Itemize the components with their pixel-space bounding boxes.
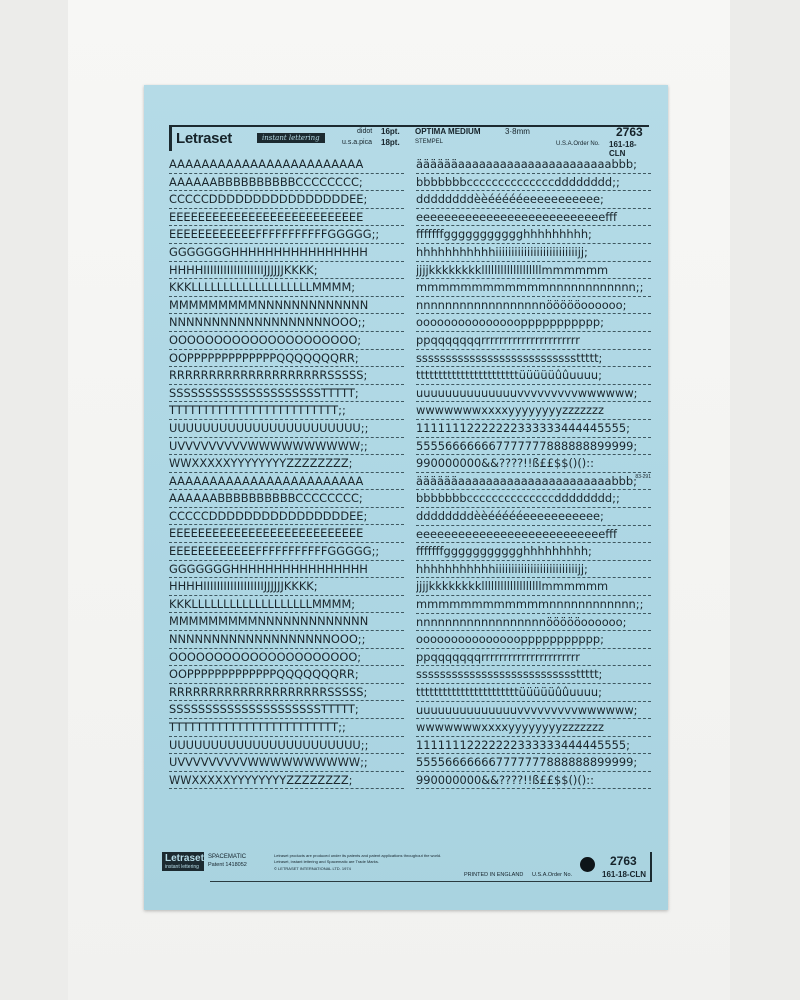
- footer-order-label: U.S.A.Order No.: [532, 872, 573, 878]
- character-row: UUUUUUUUUUUUUUUUUUUUUUU;;: [169, 420, 404, 438]
- character-row: nnnnnnnnnnnnnnnnnnöööööoooooo;: [416, 297, 651, 315]
- spacematic-label: SPACEMATIC: [208, 854, 247, 860]
- header-bar: [169, 127, 172, 151]
- footer-brand: Letraset: [165, 853, 204, 864]
- sheet-footer: [162, 852, 654, 890]
- copyright: © LETRASET INTERNATIONAL LTD. 1974: [274, 866, 351, 871]
- printed-label: PRINTED IN ENGLAND: [464, 872, 524, 878]
- footer-bar: [650, 852, 652, 882]
- character-row: 11111112222222333333444445555;: [416, 420, 651, 438]
- character-row: 11111112222222333333444445555;: [416, 737, 651, 755]
- designer: STEMPEL: [415, 139, 444, 145]
- character-row: RRRRRRRRRRRRRRRRRRRRSSSSS;: [169, 684, 404, 702]
- right-column: [416, 156, 651, 787]
- character-row: CCCCCDDDDDDDDDDDDDDDDEE;: [169, 191, 404, 209]
- character-row: SSSSSSSSSSSSSSSSSSSSSTTTTT;: [169, 385, 404, 403]
- character-row: 555566666667777777888888899999;: [416, 438, 651, 456]
- character-row: nnnnnnnnnnnnnnnnnnöööööoooooo;: [416, 614, 651, 632]
- didot-size: 16pt.: [381, 127, 400, 136]
- character-row: bbbbbbbccccccccccccccdddddddd;;: [416, 174, 651, 192]
- character-row: bbbbbbbccccccccccccccdddddddd;;: [416, 490, 651, 508]
- character-row: OOOOOOOOOOOOOOOOOOOOO;: [169, 332, 404, 350]
- character-row: UVVVVVVVVVWWWWWWWWWW;;: [169, 438, 404, 456]
- character-row: TTTTTTTTTTTTTTTTTTTTTTTTT;;: [169, 402, 404, 420]
- character-row: ääääääaaaaaaaaaaaaaaaaaaaaaabbb;: [416, 156, 651, 174]
- pica-size: 18pt.: [381, 138, 400, 147]
- character-row: hhhhhhhhhhhiiiiiiiiiiiiiiiiiiiiiiiiiijj;: [416, 561, 651, 579]
- character-row: mmmmmmmmmmmmnnnnnnnnnnnn;;: [416, 279, 651, 297]
- character-row: WWXXXXXYYYYYYYYZZZZZZZZ;: [169, 772, 404, 790]
- character-row: SSSSSSSSSSSSSSSSSSSSSTTTTT;: [169, 701, 404, 719]
- right-column-repeat: [416, 473, 651, 790]
- character-row: hhhhhhhhhhhiiiiiiiiiiiiiiiiiiiiiiiiiijj;: [416, 244, 651, 262]
- character-row: eeeeeeeeeeeeeeeeeeeeeeeeeeefff: [416, 526, 651, 544]
- character-row: ääääääaaaaaaaaaaaaaaaaaaaaaabbb;: [416, 473, 651, 491]
- footer-brand-sub: instant lettering: [165, 864, 199, 870]
- brand-tagline: instant lettering: [257, 133, 325, 143]
- brand-logo: Letraset: [176, 130, 232, 147]
- character-row: OOPPPPPPPPPPPPPQQQQQQQRR;: [169, 666, 404, 684]
- character-row: EEEEEEEEEEEEEEEEEEEEEEEEEEE: [169, 525, 404, 543]
- footer-logo: [162, 852, 204, 871]
- character-row: jjjjkkkkkkkklllllllllllllllllllmmmmmm: [416, 262, 651, 280]
- patent-label: Patent 1418052: [208, 862, 247, 868]
- character-row: ddddddddèèéééééeeeeeeeeeee;: [416, 508, 651, 526]
- left-column: [169, 156, 404, 789]
- character-row: jjjjkkkkkkkklllllllllllllllllllmmmmmm: [416, 578, 651, 596]
- character-row: GGGGGGGHHHHHHHHHHHHHHHH: [169, 561, 404, 579]
- character-row: HHHHIIIIIIIIIIIIIIIIIIJJJJJJKKKK;: [169, 262, 404, 280]
- footer-order-code: 161-18-CLN: [602, 870, 647, 879]
- character-row: 990000000&&????!!ß££$$()()::: [416, 772, 651, 790]
- character-row: KKKLLLLLLLLLLLLLLLLLLLMMMM;: [169, 596, 404, 614]
- registration-dot: [580, 857, 595, 872]
- character-row: uuuuuuuuuuuuuuvvvvvvvvvwwwwww;: [416, 702, 651, 720]
- character-row: ppqqqqqqqrrrrrrrrrrrrrrrrrrrrrr: [416, 332, 651, 350]
- character-row: fffffffggggggggggghhhhhhhhh;: [416, 226, 651, 244]
- character-row: NNNNNNNNNNNNNNNNNNNOOO;;: [169, 631, 404, 649]
- character-row: sssssssssssssssssssssssssssttttt;: [416, 350, 651, 368]
- character-row: GGGGGGGHHHHHHHHHHHHHHHH: [169, 244, 404, 262]
- legal-line-2: Letraset, instant lettering and Spacematic are Trade Marks.: [274, 859, 379, 864]
- character-row: CCCCCDDDDDDDDDDDDDDDDEE;: [169, 508, 404, 526]
- character-row: OOOOOOOOOOOOOOOOOOOOO;: [169, 649, 404, 667]
- order-label: U.S.A.Order No.: [556, 141, 600, 147]
- character-row: RRRRRRRRRRRRRRRRRRRRSSSSS;: [169, 367, 404, 385]
- character-row: EEEEEEEEEEEEFFFFFFFFFFFGGGGG;;: [169, 226, 404, 244]
- footer-sheet-number: 2763: [610, 854, 637, 868]
- character-row: 555566666667777777888888899999;: [416, 754, 651, 772]
- character-row: UUUUUUUUUUUUUUUUUUUUUUU;;: [169, 737, 404, 755]
- character-row: oooooooooooooooppppppppppp;: [416, 631, 651, 649]
- character-row: ddddddddèèéééééeeeeeeeeeee;: [416, 191, 651, 209]
- separator-code: 83-291: [635, 473, 651, 480]
- footer-rule: [210, 881, 650, 882]
- character-row: WWXXXXXYYYYYYYYZZZZZZZZ;: [169, 455, 404, 473]
- character-row: uuuuuuuuuuuuuuvvvvvvvvvwwwwww;: [416, 385, 651, 403]
- character-row: sssssssssssssssssssssssssssttttt;: [416, 666, 651, 684]
- pica-label: u.s.a.pica: [342, 139, 372, 146]
- character-row: EEEEEEEEEEEEEEEEEEEEEEEEEEE: [169, 209, 404, 227]
- character-row: eeeeeeeeeeeeeeeeeeeeeeeeeeefff: [416, 209, 651, 227]
- character-row: AAAAAABBBBBBBBBBCCCCCCCC;: [169, 174, 404, 192]
- order-code: 161-18-CLN: [609, 140, 637, 158]
- character-row: AAAAAAAAAAAAAAAAAAAAAAAA: [169, 156, 404, 174]
- font-name: OPTIMA MEDIUM: [415, 127, 481, 136]
- sheet-header: [169, 125, 649, 158]
- letraset-sheet: [144, 85, 668, 910]
- character-row: EEEEEEEEEEEEFFFFFFFFFFFGGGGG;;: [169, 543, 404, 561]
- character-row: HHHHIIIIIIIIIIIIIIIIIIJJJJJJKKKK;: [169, 578, 404, 596]
- legal-line-1: Letraset products are produced under its patents and patent applications throughout the world.: [274, 853, 442, 858]
- character-row: MMMMMMMMMNNNNNNNNNNNNN: [169, 297, 404, 315]
- sheet-number: 2763: [616, 125, 643, 139]
- character-row: NNNNNNNNNNNNNNNNNNNOOO;;: [169, 314, 404, 332]
- letter-height: 3·8mm: [505, 127, 530, 136]
- character-row: mmmmmmmmmmmmnnnnnnnnnnnn;;: [416, 596, 651, 614]
- character-row: tttttttttttttttttttttttüüüüüûûuuuu;: [416, 367, 651, 385]
- character-row: KKKLLLLLLLLLLLLLLLLLLLMMMM;: [169, 279, 404, 297]
- character-row: wwwwwwwxxxxyyyyyyyyzzzzzzz: [416, 719, 651, 737]
- character-row: fffffffggggggggggghhhhhhhhh;: [416, 543, 651, 561]
- character-row: OOPPPPPPPPPPPPPQQQQQQQRR;: [169, 350, 404, 368]
- character-row: AAAAAAAAAAAAAAAAAAAAAAAA: [169, 473, 404, 491]
- didot-label: didot: [357, 128, 373, 135]
- character-row: MMMMMMMMMNNNNNNNNNNNNN: [169, 613, 404, 631]
- character-row: oooooooooooooooppppppppppp;: [416, 314, 651, 332]
- character-row: 990000000&&????!!ß££$$()()::: [416, 455, 651, 473]
- character-row: AAAAAABBBBBBBBBBCCCCCCCC;: [169, 490, 404, 508]
- character-row: ppqqqqqqqrrrrrrrrrrrrrrrrrrrrrr: [416, 649, 651, 667]
- character-row: tttttttttttttttttttttttüüüüüûûuuuu;: [416, 684, 651, 702]
- character-row: TTTTTTTTTTTTTTTTTTTTTTTTT;;: [169, 719, 404, 737]
- character-row: wwwwwwwxxxxyyyyyyyyzzzzzzz: [416, 402, 651, 420]
- character-row: UVVVVVVVVVWWWWWWWWWW;;: [169, 754, 404, 772]
